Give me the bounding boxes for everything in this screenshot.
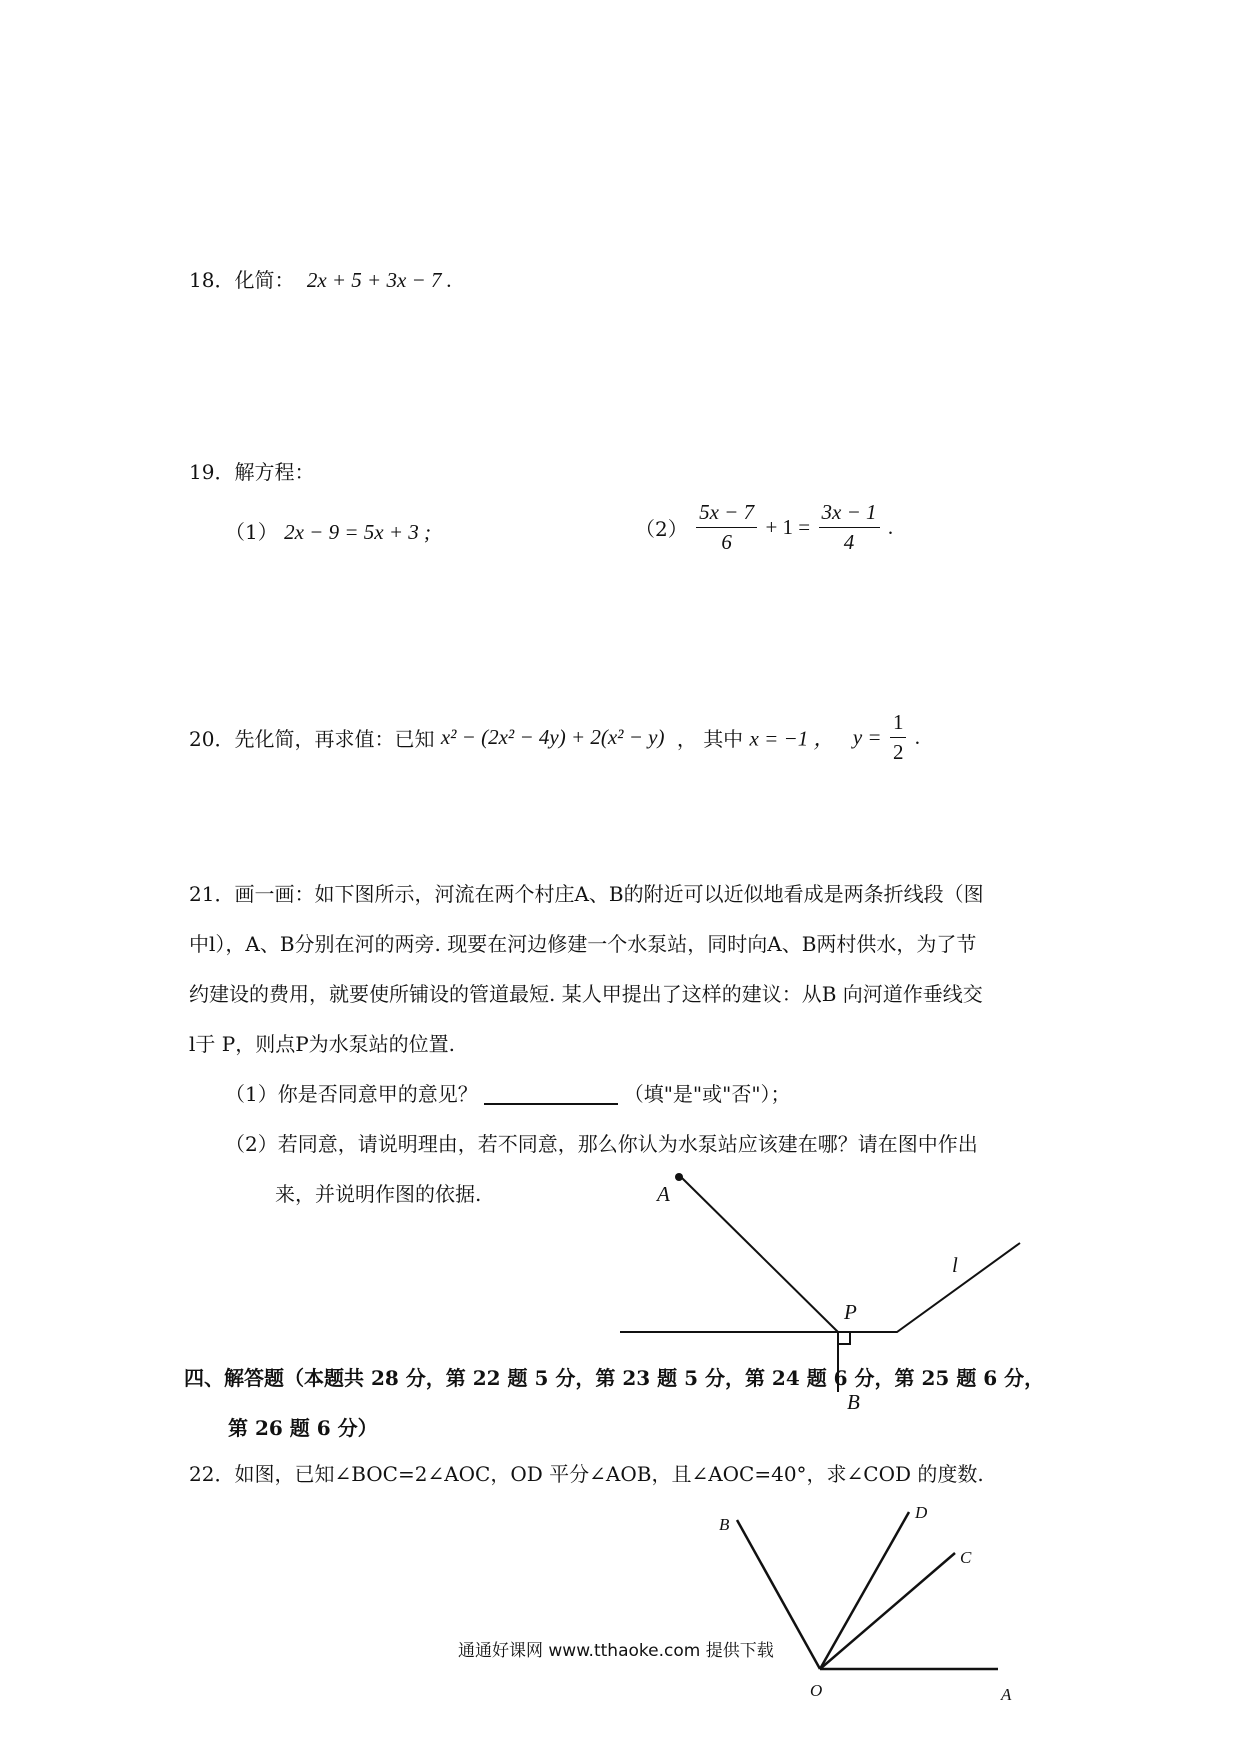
part-label: （1）: [225, 520, 278, 544]
expression: x² − (2x² − 4y) + 2(x² − y): [440, 725, 665, 749]
question-number: 19．: [189, 460, 235, 484]
ray-OD: [820, 1512, 909, 1669]
section-4-line-1: 四、解答题（本题共 28 分，第 22 题 5 分，第 23 题 5 分，第 24 题 6 分，第 25 题 6 分，: [184, 1366, 1045, 1390]
question-label: 解方程：: [234, 460, 315, 484]
denominator: 2: [892, 740, 904, 764]
q21-text: 画一画：如下图所示，河流在两个村庄A、B的附近可以近似地看成是两条折线段（图: [234, 882, 984, 906]
footer-credit: 通通好课网 www.tthaoke.com 提供下载: [458, 1641, 774, 1661]
q21-line-4: l于 P，则点P为水泵站的位置.: [189, 1032, 456, 1056]
question-number: 21．: [189, 882, 235, 906]
label-A: A: [657, 1182, 670, 1206]
q21-line-3: 约建设的费用，就要使所铺设的管道最短. 某人甲提出了这样的建议：从B 向河道作垂线交: [189, 982, 983, 1006]
x-value: x = −1 ，: [749, 726, 835, 751]
label-O: O: [810, 1681, 823, 1700]
question-text: 如图，已知∠BOC=2∠AOC，OD 平分∠AOB，且∠AOC=40°，求∠COD 的度数.: [234, 1462, 984, 1486]
comma: ，: [676, 727, 697, 751]
numerator: 5x − 7: [696, 500, 757, 528]
ray-OC: [820, 1553, 955, 1669]
label-B: B: [847, 1390, 860, 1414]
question-number: 22．: [189, 1462, 235, 1486]
part-label: （2）: [635, 517, 688, 541]
period: .: [887, 515, 894, 539]
question-number: 18．: [189, 268, 235, 292]
denominator: 4: [843, 530, 855, 554]
expression: 2x + 5 + 3x − 7 .: [306, 268, 452, 292]
sub-question-text: （1）你是否同意甲的意见？: [225, 1082, 478, 1106]
question-text: 先化简，再求值：已知: [234, 727, 435, 751]
period: .: [914, 725, 921, 749]
label-A: A: [1001, 1685, 1012, 1704]
question-label: 化简：: [234, 268, 295, 292]
equation: 2x − 9 = 5x + 3 ;: [284, 520, 431, 544]
section-4-line-2: 第 26 题 6 分）: [228, 1416, 378, 1440]
label-B: B: [719, 1515, 730, 1534]
label-l: l: [952, 1253, 958, 1277]
label-D: D: [915, 1503, 928, 1522]
numerator: 3x − 1: [819, 500, 880, 528]
q21-sub-2-cont: 来，并说明作图的依据.: [275, 1182, 482, 1206]
label-P: P: [844, 1300, 857, 1324]
denominator: 6: [721, 530, 732, 554]
operator: + 1 =: [765, 515, 811, 539]
q21-line-2: 中l），A、B分别在河的两旁. 现要在河边修建一个水泵站，同时向A、B两村供水，为了节: [189, 932, 977, 956]
where-label: 其中: [703, 727, 744, 751]
numerator: 1: [890, 710, 907, 738]
question-number: 20．: [189, 727, 235, 751]
sub-question-hint: （填"是"或"否"）；: [623, 1082, 791, 1106]
y-lhs: y =: [852, 725, 882, 749]
label-C: C: [960, 1548, 972, 1567]
q21-sub-2: （2）若同意，请说明理由，若不同意，那么你认为水泵站应该建在哪？请在图中作出: [225, 1132, 978, 1156]
